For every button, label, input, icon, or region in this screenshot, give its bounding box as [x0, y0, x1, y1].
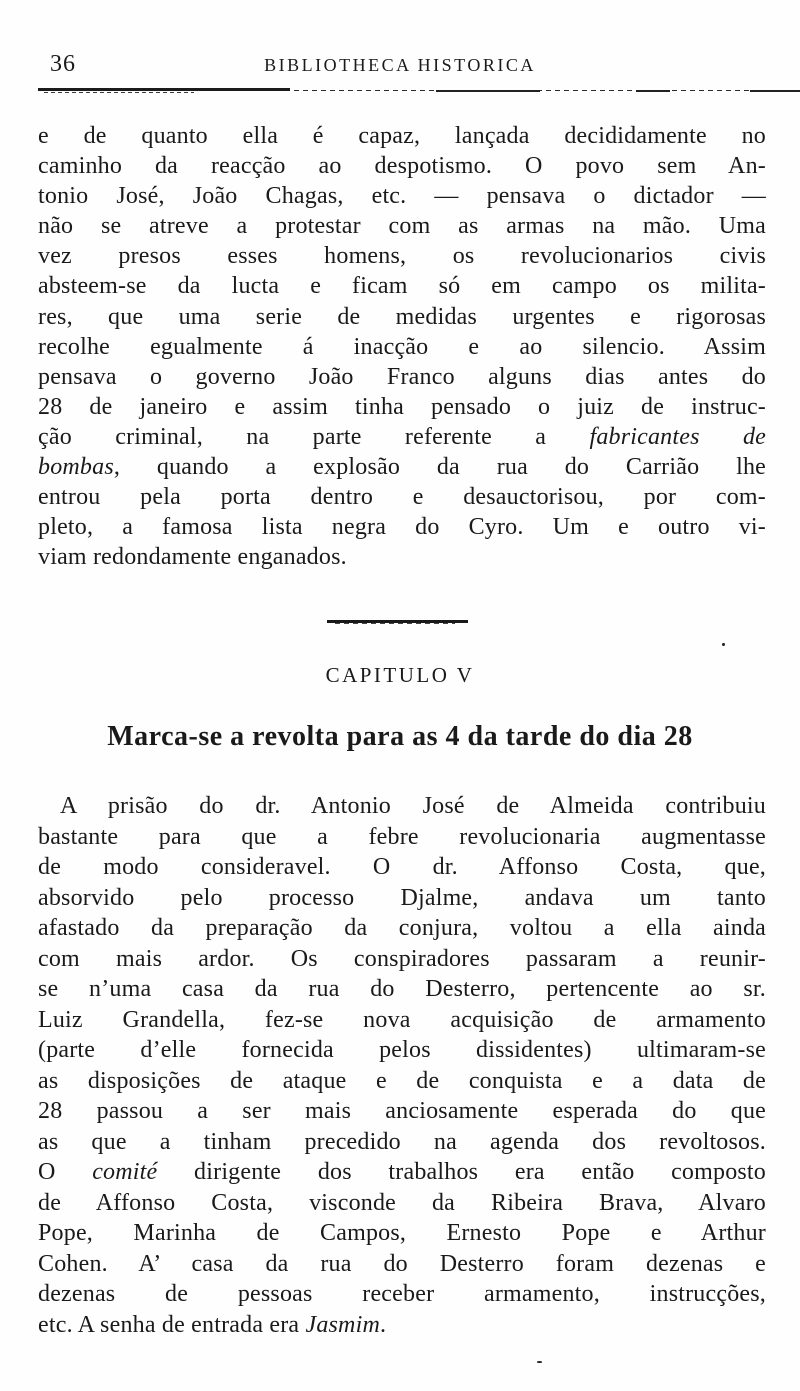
header-rule-solid-segment — [436, 90, 540, 92]
text-line — [38, 1279, 766, 1310]
text-run: absteem-se da lucta e ficam só em campo os milita- — [38, 273, 766, 300]
text-run: bastante para que a febre revolucionaria augmentasse — [38, 823, 766, 850]
text-run: ção criminal, na parte referente a — [38, 423, 590, 450]
text-line — [38, 392, 766, 422]
text-line — [38, 791, 766, 822]
page-number: 36 — [50, 51, 76, 77]
text-run: não se atreve a protestar com as armas na mão. Uma — [38, 213, 766, 240]
text-line — [38, 482, 766, 512]
paragraph-1 — [38, 121, 766, 572]
text-line — [38, 913, 766, 944]
text-line — [38, 1005, 766, 1036]
text-run: as que a tinham precedido na agenda dos revoltosos. — [38, 1128, 766, 1155]
text-run: absorvido pelo processo Djalme, andava um tanto — [38, 884, 766, 911]
text-run: . — [380, 1311, 387, 1338]
header-rule-solid-segment — [636, 90, 670, 92]
text-run: (parte d’elle fornecida pelos dissidentes) ultimaram-se — [38, 1037, 766, 1063]
text-line — [38, 211, 766, 241]
text-line — [38, 1096, 766, 1127]
italic-text: comité — [92, 1159, 158, 1185]
section-divider — [327, 620, 468, 623]
text-line — [38, 452, 766, 482]
text-run: A prisão do dr. Antonio José de Almeida contribuiu — [60, 793, 766, 819]
text-line — [38, 1310, 766, 1341]
header-rule-solid-segment — [750, 90, 800, 92]
text-run: recolhe egualmente á inacção e ao silencio. Assim — [38, 333, 766, 360]
text-line — [38, 1249, 766, 1280]
text-run: Cohen. A’ casa da rua do Desterro foram dezenas e — [38, 1250, 766, 1277]
text-run: afastado da preparação da conjura, voltou a ella ainda — [38, 915, 766, 941]
text-line — [38, 151, 766, 181]
text-run: pleto, a famosa lista negra do Cyro. Um e outro vi- — [38, 514, 766, 541]
text-line — [38, 974, 766, 1005]
text-line — [38, 822, 766, 853]
paragraph-2 — [38, 791, 766, 1340]
text-line — [38, 1188, 766, 1219]
text-run: se n’uma casa da rua do Desterro, pertencente ao sr. — [38, 976, 766, 1002]
text-run: 28 passou a ser mais anciosamente esperada do que — [38, 1098, 766, 1124]
text-run: dirigente dos trabalhos era então composto — [157, 1159, 767, 1185]
text-line — [38, 1035, 766, 1066]
text-run: com mais ardor. Os conspiradores passaram a reunir- — [38, 945, 766, 972]
text-run: etc. A senha de entrada era — [38, 1311, 306, 1338]
text-line — [38, 1066, 766, 1097]
text-line — [38, 883, 766, 914]
text-run: viam redondamente enganados. — [38, 544, 347, 571]
text-line — [38, 241, 766, 271]
text-run: vez presos esses homens, os revolucionarios civis — [38, 243, 766, 270]
text-run: pensava o governo João Franco alguns dias antes do — [38, 363, 766, 390]
chapter-label: CAPITULO V — [325, 663, 475, 687]
text-line — [38, 542, 766, 572]
ink-speck — [722, 643, 725, 646]
header-rule-under-dashes — [44, 92, 194, 93]
text-run: O — [38, 1159, 93, 1185]
text-line — [38, 512, 766, 542]
text-line — [38, 852, 766, 883]
text-line — [38, 271, 766, 301]
text-line — [38, 1218, 766, 1249]
text-run: , quando a explosão da rua do Carrião lhe — [113, 454, 766, 481]
text-run: de Affonso Costa, visconde da Ribeira Brava, Alvaro — [38, 1189, 766, 1216]
italic-text: bombas — [38, 454, 114, 481]
text-run: entrou pela porta dentro e desauctorisou, por com- — [38, 484, 766, 511]
text-line — [38, 302, 766, 332]
running-title: BIBLIOTHECA HISTORICA — [264, 55, 536, 75]
text-run: caminho da reacção ao despotismo. O povo sem An- — [38, 153, 766, 180]
text-line — [38, 944, 766, 975]
text-run: e de quanto ella é capaz, lançada decididamente no — [38, 123, 766, 149]
text-run: de modo consideravel. O dr. Affonso Costa, que, — [38, 854, 766, 880]
text-run: 28 de janeiro e assim tinha pensado o juiz de instruc- — [38, 393, 766, 420]
header-rule — [38, 88, 768, 95]
text-run: dezenas de pessoas receber armamento, instrucções, — [38, 1281, 766, 1307]
text-run: Luiz Grandella, fez-se nova acquisição de armamento — [38, 1006, 766, 1033]
text-run: as disposições de ataque e de conquista e a data de — [38, 1067, 766, 1094]
chapter-title: Marca-se a revolta para as 4 da tarde do dia 28 — [107, 721, 693, 752]
text-line — [38, 1157, 766, 1188]
italic-text: Jasmim — [305, 1311, 380, 1338]
text-run: tonio José, João Chagas, etc. — pensava o dictador — — [38, 183, 766, 210]
text-run: Pope, Marinha de Campos, Ernesto Pope e Arthur — [38, 1220, 766, 1246]
text-line — [38, 362, 766, 392]
text-run: res, que uma serie de medidas urgentes e rigorosas — [38, 303, 766, 330]
italic-text: fabricantes de — [589, 423, 767, 450]
text-line — [38, 181, 766, 211]
text-line — [38, 422, 766, 452]
text-line — [38, 121, 766, 151]
text-line — [38, 1127, 766, 1158]
header-rule-thick-segment — [38, 88, 290, 91]
text-line — [38, 332, 766, 362]
ink-speck — [537, 1361, 542, 1363]
